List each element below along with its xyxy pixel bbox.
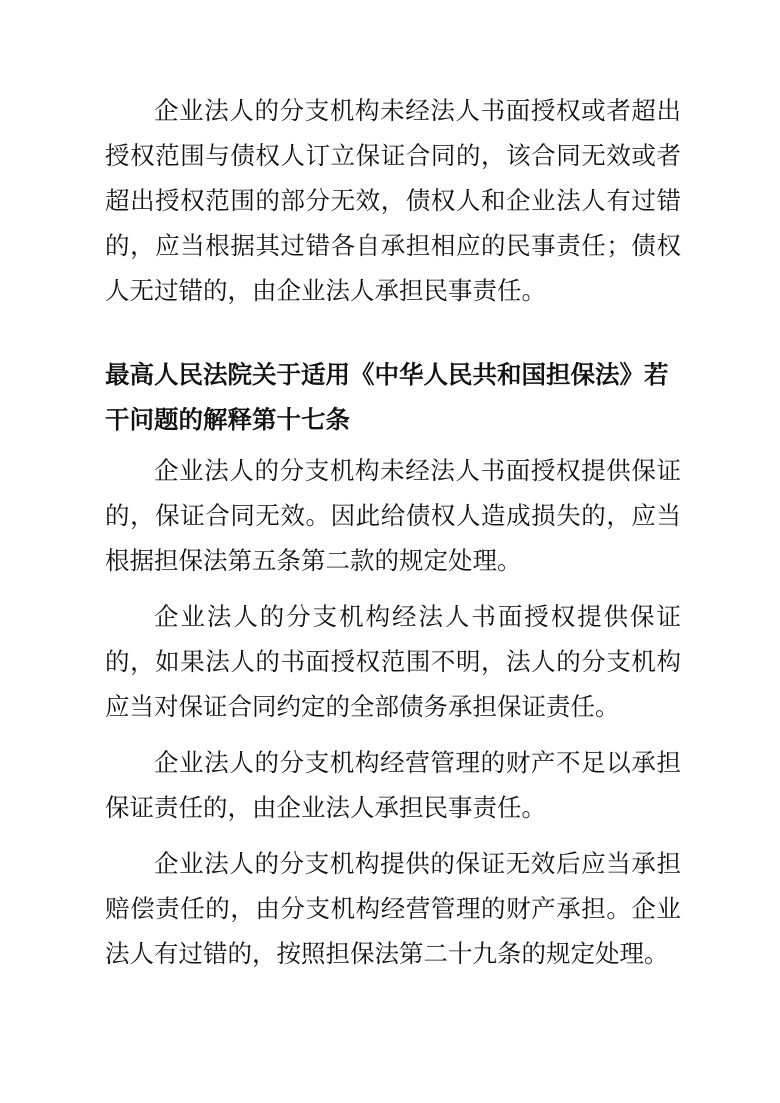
document-page xyxy=(105,88,681,976)
article-paragraph-3: 企业法人的分支机构经营管理的财产不足以承担保证责任的，由企业法人承担民事责任。 xyxy=(105,748,681,822)
article-paragraph-4: 企业法人的分支机构提供的保证无效后应当承担赔偿责任的，由分支机构经营管理的财产承担。企业法人有过错的，按照担保法第二十九条的规定处理。 xyxy=(105,849,681,968)
intro-paragraph: 企业法人的分支机构未经法人书面授权或者超出授权范围与债权人订立保证合同的，该合同无效或者超出授权范围的部分无效，债权人和企业法人有过错的，应当根据其过错各自承担相应的民事责任；债权人无过错的，由企业法人承担民事责任。 xyxy=(105,96,681,305)
section-heading: 最高人民法院关于适用《中华人民共和国担保法》若干问题的解释第十七条 xyxy=(105,360,669,434)
article-paragraph-1: 企业法人的分支机构未经法人书面授权提供保证的，保证合同无效。因此给债权人造成损失的，应当根据担保法第五条第二款的规定处理。 xyxy=(105,456,681,575)
article-paragraph-2: 企业法人的分支机构经法人书面授权提供保证的，如果法人的书面授权范围不明，法人的分支机构应当对保证合同约定的全部债务承担保证责任。 xyxy=(105,602,681,721)
